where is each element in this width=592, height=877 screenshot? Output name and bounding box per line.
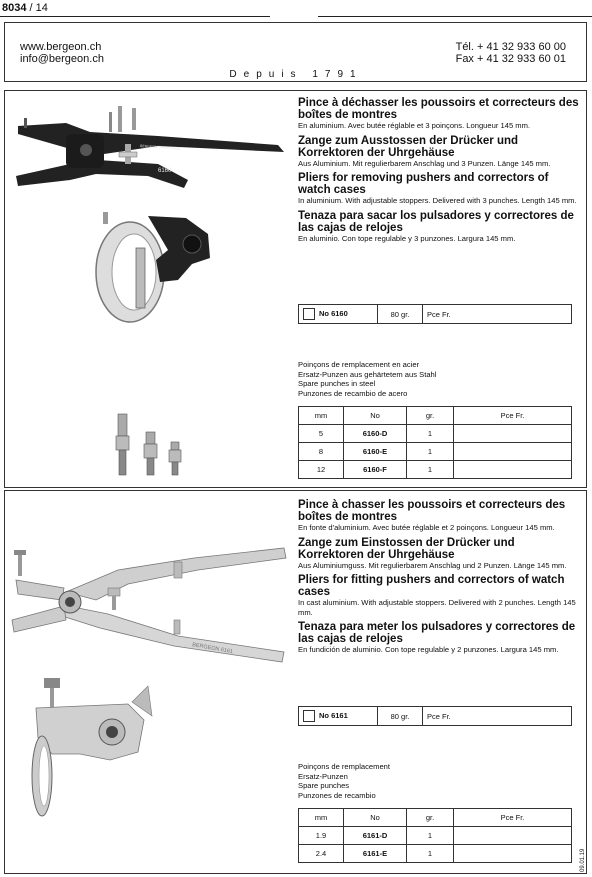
order-row-6160 — [298, 304, 572, 324]
order-price-cell: Pce Fr. — [423, 305, 572, 324]
product-title-en: Pliers for removing pushers and correctors of watch cases — [298, 172, 549, 196]
box-icon — [303, 308, 315, 320]
table-row: 5 6160-D 1 — [299, 425, 572, 443]
product-title-fr: Pince à chasser les poussoirs et correcteurs des boîtes de montres — [298, 499, 566, 523]
table-header-row: mm No gr. Pce Fr. — [299, 809, 572, 827]
table-row: 2.4 6161-E 1 — [299, 845, 572, 863]
order-number-cell: No 6160 — [299, 305, 378, 324]
print-date: 09.01.19 — [580, 848, 586, 872]
lang-block-de — [298, 537, 583, 571]
table-row: 1.9 6161-D 1 — [299, 827, 572, 845]
pliers-6160-image — [8, 98, 290, 340]
product-desc-en: In cast aluminium. With adjustable stoppers. Delivered with 2 punches. Length 145 mm. — [298, 598, 576, 617]
table-row: 8 6160-E 1 — [299, 443, 572, 461]
product-desc-fr: En aluminium. Avec butée réglable et 3 poinçons. Longueur 145 mm. — [298, 121, 531, 130]
phone-number: Tél. + 41 32 933 60 00 — [455, 41, 566, 53]
page-number: 8034 / 14 — [2, 2, 48, 14]
email-link[interactable]: info@bergeon.ch — [20, 53, 104, 65]
spares-table-6161 — [298, 808, 572, 863]
order-price-cell: Pce Fr. — [423, 707, 572, 726]
product-desc-en: In aluminium. With adjustable stoppers. Delivered with 3 punches. Length 145 mm. — [298, 196, 577, 205]
order-weight-cell: 80 gr. — [378, 707, 423, 726]
product-desc-de: Aus Aluminium. Mit regulierbarem Anschlag und 3 Punzen. Länge 145 mm. — [298, 158, 551, 168]
box-icon — [303, 710, 315, 722]
pliers-brand-print: BERGEON SWISS MADE — [139, 144, 181, 151]
contact-right — [456, 41, 566, 65]
product-title-es: Tenaza para sacar los pulsadores y correctores de las cajas de relojes — [298, 209, 574, 234]
fax-number: Fax + 41 32 933 60 01 — [455, 53, 566, 65]
spare-punches-6160-image — [112, 412, 187, 482]
pliers-6160-engraving: 6160 — [158, 168, 172, 174]
product-title-en: Pliers for fitting pushers and correctors of watch cases — [298, 574, 565, 598]
spares-table-6160 — [298, 406, 572, 479]
spares-title-6161: Poinçons de remplacement Ersatz-Punzen Spare punches Punzones de recambio — [298, 762, 391, 800]
product-title-fr: Pince à déchasser les poussoirs et correcteurs des boîtes de montres — [298, 97, 579, 121]
product-title-es: Tenaza para meter los pulsadores y correctores de las cajas de relojes — [298, 621, 576, 645]
product-text-6161 — [298, 499, 583, 655]
pliers-6161-image — [8, 540, 290, 840]
contact-left — [20, 41, 104, 65]
lang-block-fr — [298, 499, 583, 533]
order-weight-cell: 80 gr. — [378, 305, 423, 324]
website-link[interactable]: www.bergeon.ch — [20, 41, 102, 53]
product-desc-fr: En fonte d'aluminium. Avec butée réglable et 2 poinçons. Longueur 145 mm. — [298, 523, 555, 532]
product-title-de: Zange zum Einstossen der Drücker und Korrektoren der Uhrgehäuse — [298, 536, 515, 561]
top-rule-right — [318, 16, 592, 17]
product-text-6160 — [298, 97, 583, 243]
lang-block-de — [298, 135, 583, 169]
since-tagline: Depuis 1791 — [229, 69, 363, 80]
product-desc-es: En fundición de aluminio. Con tope regulable y 2 punzones. Largura 145 mm. — [298, 645, 559, 654]
page-number-suffix: / 14 — [26, 2, 48, 14]
order-row-6161 — [298, 706, 572, 726]
table-row: 12 6160-F 1 — [299, 461, 572, 479]
lang-block-en — [298, 574, 583, 617]
table-header-row: mm No gr. Pce Fr. — [299, 407, 572, 425]
lang-block-es — [298, 621, 583, 655]
lang-block-fr — [298, 97, 583, 131]
spares-title-6160: Poinçons de remplacement en acier Ersatz-Punzen aus gehärtetem aus Stahl Spare punches in steel Punzones de recambio de acero — [298, 360, 437, 398]
pliers-6161-engraving: BERGEON 6161 — [191, 642, 234, 656]
order-number-cell: No 6161 — [299, 707, 378, 726]
product-desc-es: En aluminio. Con tope regulable y 3 punzones. Largura 145 mm. — [298, 233, 516, 243]
lang-block-en — [298, 172, 583, 206]
product-title-de: Zange zum Ausstossen der Drücker und Korrektoren der Uhrgehäuse — [298, 134, 519, 159]
lang-block-es — [298, 210, 583, 244]
top-rule-left — [0, 16, 270, 17]
product-desc-de: Aus Aluminiumguss. Mit regulierbarem Anschlag und 2 Punzen. Länge 145 mm. — [298, 560, 567, 570]
